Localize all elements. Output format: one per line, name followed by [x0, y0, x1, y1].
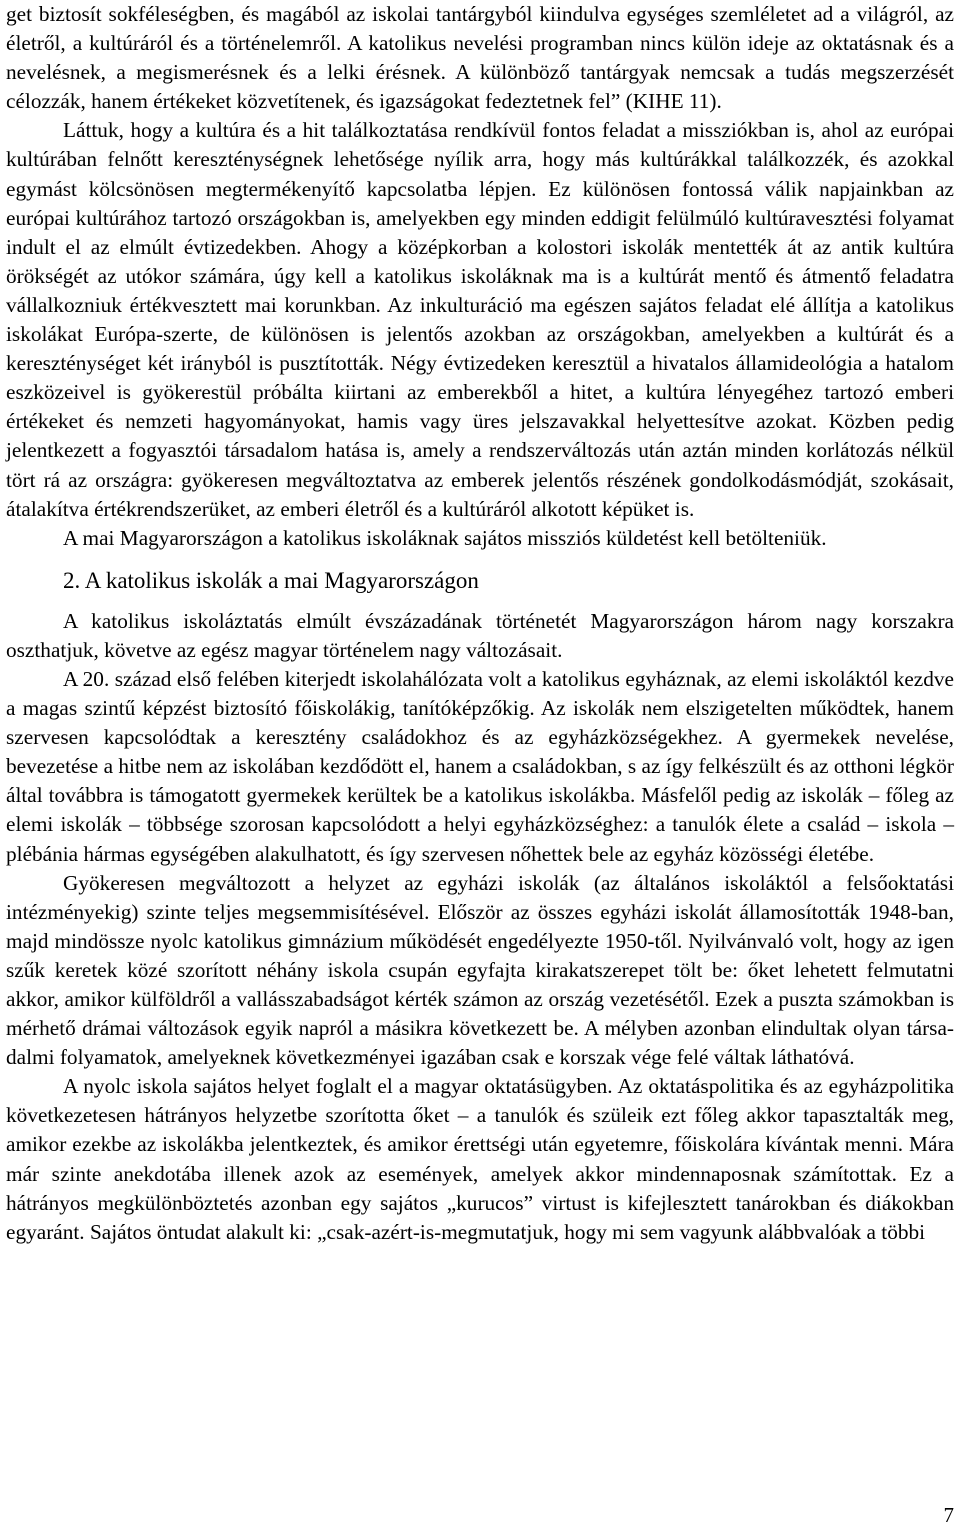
- section-heading: 2. A katolikus iskolák a mai Magyarországon: [63, 567, 479, 593]
- paragraph-continuation: get biztosít sokféleségben, és magából az iskolai tantárgyból kiindulva egységes szemléletet ad a világról, az életről, a kultúráról és a történelemről. A katolikus nevelési programban nincs külön ideje az oktatásnak és a nevelésnek, a megismerésnek és a lelki érésnek. A különböző tantárgyak nemcsak a tudás megszerzését célozzák, hanem értékeket közvetítenek, és igazságokat fedeztetnek fel” (KIHE 11).: [6, 2, 954, 114]
- paragraph-eight-schools: A nyolc iskola sajátos helyet foglalt el a magyar oktatásügyben. Az oktatáspolitika és az egyházpolitika következetesen hátrányos helyzetbe szorította őket – a tanulók és szüleik ezt főleg akkor tapasztalták meg, amikor ezekbe az iskolákba jelentkeztek, és amikor érettségi után egyetemre, főiskolára kívántak menni. Mára már szinte anekdotába illenek azok az események, amelyek akkor mindennaposnak számítottak. Ez a hátrányos megkülönböztetés azonban egy sajátos „kurucos” virtust is kifejlesztett tanárokban és diákokban egyaránt. Sajátos öntudat alakult ki: „csak-azért-is-megmutatjuk, hogy mi sem vagyunk alábbvalóak a többi: [6, 1074, 954, 1244]
- paragraph-three-periods: A katolikus iskoláztatás elmúlt évszázadának történetét Magyarországon három nagy korszakra oszthatjuk, követve az egész magyar történelem nagy változásait.: [6, 608, 954, 662]
- paragraph-20th-century: A 20. század első felében kiterjedt iskolahálózata volt a katolikus egyháznak, az elemi iskoláktól kezdve a magas szintű képzést biztosító főiskolákig, tanítóképzőkig. Az iskolák nem elszigetelten működtek, hanem szervesen kapcsolódtak a keresztény családokhoz és az egyházközségekhez. A gyermekek nevelése, bevezetése a hitbe nem az iskolában kezdődött el, hanem a családokban, s az így felkészült és az otthoni légkör által továbbra is támogatott gyermekek kerültek be a katolikus iskolákba. Másfelől pedig az iskolák – főleg az elemi iskolák – többsége szorosan kapcsolódott a helyi egyházközséghez: a tanulók élete a család – iskola – plébánia hármas egységében alakulhatott, és így szervesen nőhettek bele az egyház közösségi életébe.: [6, 666, 954, 866]
- paragraph-culture-faith: Láttuk, hogy a kultúra és a hit találkoztatása rendkívül fontos feladat a missziókban is, ahol az európai kultúrában felnőtt kereszténységnek lehetősége nyílik arra, hogy más kultúrákkal találkozzék, és azokkal egymást kölcsönösen megtermékenyítő kapcsolatba lépjen. Ez különösen fontossá válik napjainkban az európai kultúrához tartozó országokban is, amelyekben egy minden eddigit felülmúló kultúravesztési folyamat indult el az elmúlt évtizedekben. Ahogy a középkorban a kolostori iskolák mentették át az antik kultúra örökségét az utókor számára, úgy kell a katolikus iskoláknak ma is a kultúrát mentő és átmentő feladatra vállalkozniuk értékvesztett mai korunkban. Az inkulturáció ma egészen sajátos feladat elé állítja a katolikus iskolákat Európa-szerte, de különösen is jelentős azokban az országokban, amelyekben a kultúrát és a kereszténységet két irányból is pusztították. Négy évtizedeken keresztül a hivatalos államideológia a hatalom eszközeivel is gyökerestül próbálta kiirtani az emberekből a hitet, a kultúra lényegéhez tartozó emberi értékeket és nemzeti hagyományokat, hamis vagy üres jelszavakkal helyettesítve azokat. Közben pedig jelentkezett a fogyasztói társadalom hatása is, amely a rendszerváltozás után aztán minden korlátozás nélkül tört rá az országra: gyökeresen megváltoztatva az emberek jelentős részének gondolkodásmódját, szokásait, átalakítva értékrendszerüket, az emberi életről és a kultúráról alkotott képüket is.: [6, 118, 954, 521]
- paragraph-mission: A mai Magyarországon a katolikus iskoláknak sajátos missziós küldetést kell betölteniük.: [63, 525, 827, 550]
- paragraph-nationalization: Gyökeresen megváltozott a helyzet az egyházi iskolák (az általános iskoláktól a felsőoktatási intézményekig) szinte teljes megsemmisítésével. Először az összes egyházi iskolát államosították 1948-ban, majd mindössze nyolc katolikus gimnázium működését engedélyezte 1950-től. Nyilvánvaló volt, hogy az igen szűk keretek közé szorított néhány iskola csupán egyfajta kirakatszerepet tölt be: őket lehetett felmutatni akkor, amikor külföldről a vallásszabadságot kérték számon az ország vezetésétől. Ezek a puszta számokban is mérhető drámai változások egyik napról a másikra következett be. A mélyben azonban elindultak olyan társadalmi folyamatok, amelyeknek következményei igazában csak e korszak vége felé váltak láthatóvá.: [6, 870, 954, 1070]
- page-number: 7: [943, 1503, 954, 1527]
- document-page: [6, 0, 954, 1247]
